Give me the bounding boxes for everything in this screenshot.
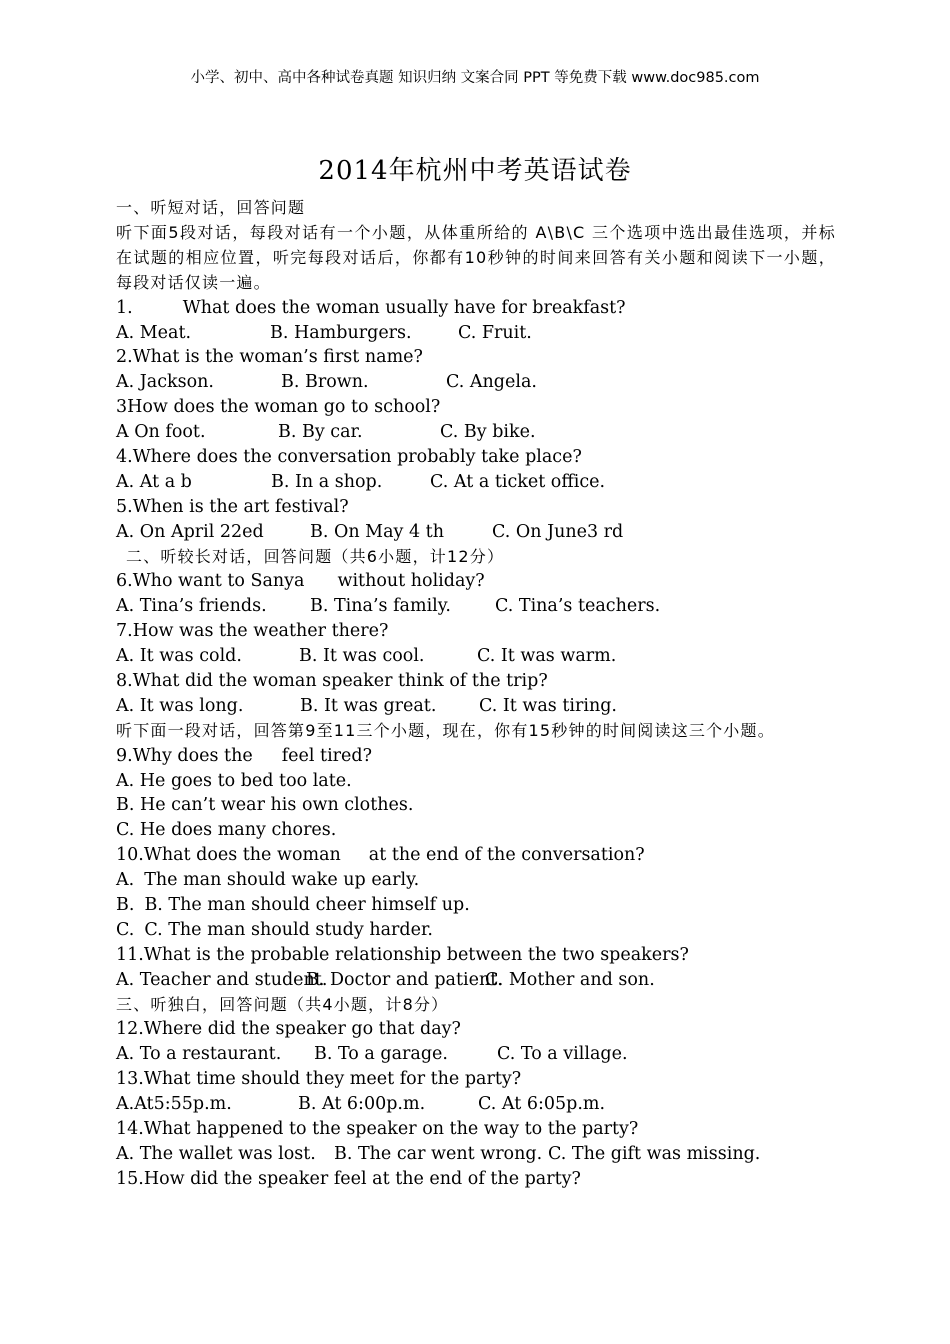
option-c: C. It was tiring.: [479, 695, 617, 716]
option-b: B. Tina’s family.: [310, 596, 451, 617]
question: 15.How did the speaker feel at the end of the party?: [116, 1168, 581, 1189]
page-title: 2014年杭州中考英语试卷: [318, 156, 632, 186]
options: [116, 370, 836, 395]
options: [116, 470, 836, 495]
question-text: 6.Who want to Sanya: [116, 571, 305, 592]
option-b: B. The car went wrong.: [334, 1143, 543, 1164]
option-a: A. Tina’s friends.: [116, 596, 267, 617]
question: 3How does the woman go to school?: [116, 397, 441, 418]
question: [116, 843, 836, 868]
option-b: B. It was cool.: [299, 646, 425, 667]
option-c: C. On June3 rd: [492, 521, 624, 542]
question: 5.When is the art festival?: [116, 496, 349, 517]
option-a: A. Teacher and student.: [116, 969, 328, 990]
option-b: [116, 893, 836, 918]
option-label: C.: [116, 919, 135, 940]
option-c: C. To a village.: [497, 1044, 628, 1065]
option-label: B.: [116, 895, 135, 915]
section-instructions: 听下面一段对话，回答第9至11三个小题，现在，你有15秒钟的时间阅读这三个小题。: [116, 720, 775, 740]
question-text-cont: feel tired?: [281, 745, 372, 766]
option-b: B. It was great.: [300, 695, 437, 716]
option-a: A. To a restaurant.: [116, 1044, 282, 1065]
section-heading: 二、听较长对话，回答问题（共6小题，计12分）: [126, 546, 505, 566]
option-c: C. By bike.: [440, 422, 536, 443]
options: [116, 1092, 836, 1117]
options: [116, 321, 836, 346]
question: 12.Where did the speaker go that day?: [116, 1019, 461, 1040]
options: [116, 694, 836, 719]
option-text: The man should wake up early.: [144, 870, 420, 891]
option-b: B. At 6:00p.m.: [298, 1094, 426, 1115]
option-b: B. In a shop.: [271, 471, 383, 492]
option-b: B. Doctor and patient.: [306, 969, 503, 990]
option-a: A. Jackson.: [116, 372, 214, 393]
option-c: C. The gift was missing.: [548, 1143, 761, 1164]
exam-content: [116, 196, 836, 1192]
option-c: C. Mother and son.: [485, 969, 655, 990]
option-a: A. On April 22ed: [116, 521, 264, 542]
option-b: B. He can’t wear his own clothes.: [116, 795, 414, 816]
question: 13.What time should they meet for the party?: [116, 1069, 522, 1090]
option-a: A. It was cold.: [116, 646, 242, 667]
question: [116, 569, 836, 594]
question: 14.What happened to the speaker on the way to the party?: [116, 1119, 639, 1140]
question: 8.What did the woman speaker think of the trip?: [116, 670, 548, 691]
option-c: C. It was warm.: [477, 646, 617, 667]
option-label: A.: [116, 870, 135, 891]
option-c: C. He does many chores.: [116, 820, 337, 841]
question: 4.Where does the conversation probably take place?: [116, 446, 582, 467]
option-b: B. By car.: [278, 422, 363, 443]
question: [116, 296, 836, 321]
option-text: C. The man should study harder.: [144, 919, 433, 940]
option-a: A. Meat.: [116, 322, 192, 343]
option-text: B. The man should cheer himself up.: [144, 895, 470, 915]
question-text: 10.What does the woman: [116, 845, 341, 866]
option-a: A. It was long.: [116, 695, 244, 716]
option-a: A.At5:55p.m.: [116, 1094, 232, 1115]
question-text-cont: at the end of the conversation?: [368, 845, 645, 866]
option-a: [116, 868, 836, 893]
options: [116, 1042, 836, 1067]
option-c: C. Angela.: [446, 372, 537, 393]
option-c: C. Fruit.: [458, 322, 532, 343]
question-number: 1.: [116, 297, 133, 318]
options: [116, 1142, 836, 1167]
option-b: B. Hamburgers.: [270, 322, 412, 343]
question-text: 9.Why does the: [116, 745, 253, 766]
options: [116, 968, 836, 993]
option-c: C. At a ticket office.: [430, 471, 606, 492]
option-a: A. The wallet was lost.: [116, 1143, 316, 1164]
options: [116, 420, 836, 445]
option-a: A. At a b: [116, 471, 192, 492]
option-b: B. On May 4 th: [310, 521, 444, 542]
question-text: What does the woman usually have for breakfast?: [182, 297, 626, 318]
section-instructions: 听下面5段对话，每段对话有一个小题，从体重所给的 A\B\C 三个选项中选出最佳选项，并标在试题的相应位置，听完每段对话后，你都有10秒钟的时间来回答有关小题和阅读下一小题，每段对话仅读一遍。: [116, 222, 836, 292]
question: 11.What is the probable relationship between the two speakers?: [116, 944, 689, 965]
option-b: B. Brown.: [281, 372, 369, 393]
options: [116, 520, 836, 545]
options: [116, 644, 836, 669]
question: 2.What is the woman’s first name?: [116, 347, 423, 368]
options: [116, 594, 836, 619]
question: [116, 744, 836, 769]
option-c: C. At 6:05p.m.: [478, 1094, 606, 1115]
option-b: B. To a garage.: [314, 1044, 448, 1065]
section-heading: 三、听独白，回答问题（共4小题，计8分）: [116, 994, 449, 1014]
option-a: A On foot.: [116, 422, 206, 443]
question-text-cont: without holiday?: [337, 571, 485, 592]
section-heading: 一、听短对话，回答问题: [116, 198, 306, 217]
option-c: C. Tina’s teachers.: [495, 596, 661, 617]
option-a: A. He goes to bed too late.: [116, 770, 352, 791]
question: 7.How was the weather there?: [116, 621, 389, 642]
option-c: [116, 918, 836, 943]
page-header: 小学、初中、高中各种试卷真题 知识归纳 文案合同 PPT 等免费下载 www.doc985.com: [190, 70, 760, 86]
